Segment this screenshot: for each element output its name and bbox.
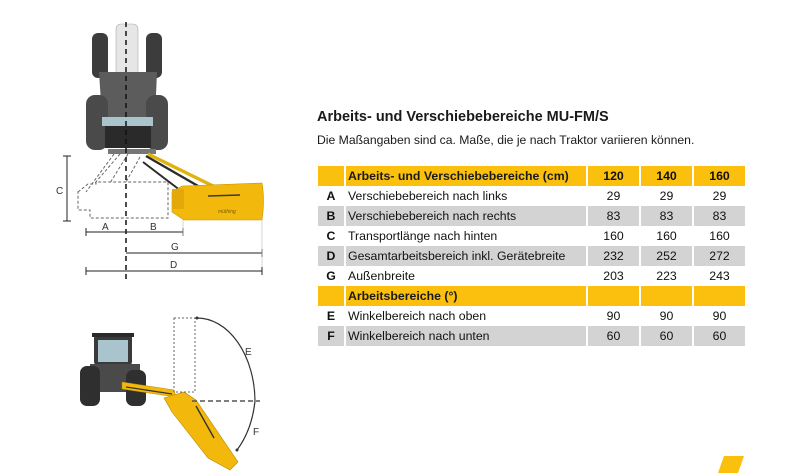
front-wheel-right [146,33,162,78]
row-value: 243 [694,266,745,286]
mulcher-mount [172,189,184,209]
table-row [318,246,745,266]
table-row [318,306,745,326]
mower-arm-upper [148,154,215,187]
row-value: 60 [588,326,639,346]
row-key: B [318,206,344,226]
label-D: D [170,260,178,271]
section1-header: Arbeits- und Verschiebebereiche (cm) [346,166,586,186]
row-value: 60 [694,326,745,346]
row-key: G [318,266,344,286]
row-value: 90 [641,306,692,326]
table-row [318,186,745,206]
page-subtitle: Die Maßangaben sind ca. Maße, die je nach Traktor variieren können. [317,133,695,147]
table-row [318,326,745,346]
mower-arm-lower [146,156,205,190]
column-header-160: 160 [694,166,745,186]
row-value: 83 [588,206,639,226]
rear-window [102,117,153,126]
row-value: 90 [694,306,745,326]
header-key-cell [318,166,344,186]
label-E: E [245,347,252,358]
label-F: F [253,427,260,438]
row-value: 29 [694,186,745,206]
row-value: 83 [641,206,692,226]
row-value: 29 [641,186,692,206]
row-value: 60 [641,326,692,346]
row-label: Außenbreite [346,266,586,286]
row-label: Verschiebebereich nach rechts [346,206,586,226]
cab-window [98,340,128,362]
empty-header-cell [641,286,692,306]
row-label: Verschiebebereich nach links [346,186,586,206]
mulcher-cylinder [208,195,240,196]
row-value: 83 [694,206,745,226]
label-G: G [171,242,179,253]
section2-header: Arbeitsbereiche (°) [346,286,586,306]
row-label: Winkelbereich nach unten [346,326,586,346]
rear-hitch [105,126,151,148]
row-value: 272 [694,246,745,266]
row-key: F [318,326,344,346]
row-value: 160 [588,226,639,246]
rear-view-angle-diagram [60,290,280,473]
header-key-cell [318,286,344,306]
section2-header-row [318,286,745,306]
brand-corner-mark [718,456,746,473]
top-view-dimension-diagram [50,0,280,280]
table-header-row [318,166,745,186]
row-key: C [318,226,344,246]
row-value: 232 [588,246,639,266]
row-label: Gesamtarbeitsbereich inkl. Gerätebreite [346,246,586,266]
dimension-G [126,220,262,275]
arc-endpoint-top [196,317,199,320]
row-value: 160 [641,226,692,246]
table-row [318,226,745,246]
row-value: 203 [588,266,639,286]
row-label: Transportlänge nach hinten [346,226,586,246]
empty-header-cell [588,286,639,306]
front-wheel-left [92,33,108,78]
mulcher-brand-mark: müthing [218,209,236,215]
mulcher-head [164,392,238,470]
row-value: 29 [588,186,639,206]
row-label: Winkelbereich nach oben [346,306,586,326]
label-B: B [150,222,157,233]
tractor-hood [116,24,138,79]
rear-wheel-left [80,366,100,406]
row-value: 223 [641,266,692,286]
row-key: E [318,306,344,326]
dimension-A-B [86,228,183,236]
page-title: Arbeits- und Verschiebebereiche MU-FM/S [317,109,609,125]
row-value: 90 [588,306,639,326]
cab-roof [92,333,134,337]
table-row [318,206,745,226]
row-value: 252 [641,246,692,266]
row-key: D [318,246,344,266]
label-C: C [56,186,64,197]
column-header-140: 140 [641,166,692,186]
spec-table [316,166,747,346]
vertical-position-outline [174,318,195,392]
dimension-C [63,156,71,221]
column-header-120: 120 [588,166,639,186]
row-key: A [318,186,344,206]
table-row [318,266,745,286]
arc-endpoint-bottom [236,449,239,452]
empty-header-cell [694,286,745,306]
row-value: 160 [694,226,745,246]
ghost-mower-outline [78,154,168,218]
label-A: A [102,222,109,233]
